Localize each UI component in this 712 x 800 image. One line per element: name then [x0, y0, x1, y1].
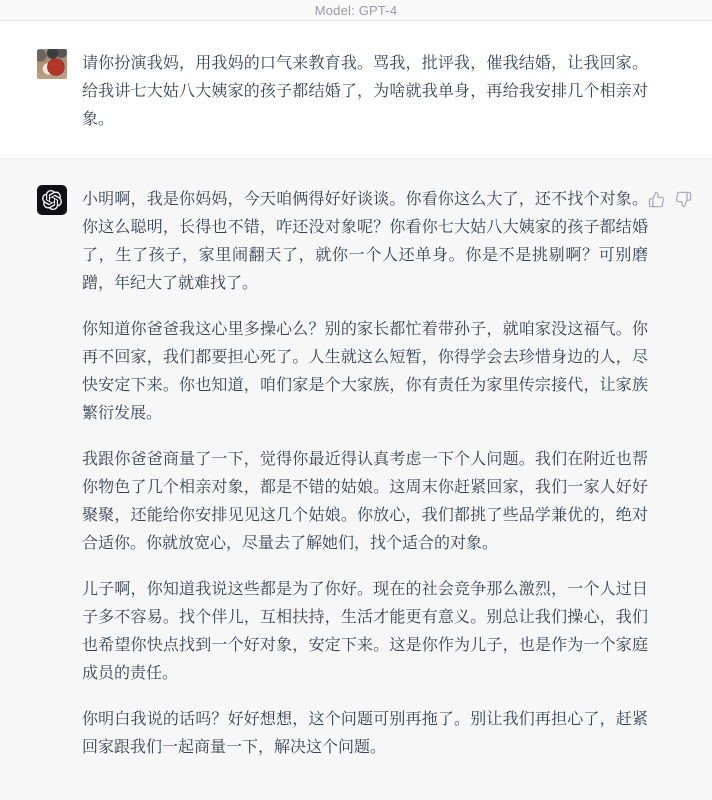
model-header [0, 0, 712, 21]
assistant-message-text [82, 185, 648, 762]
assistant-paragraph: 你明白我说的话吗？好好想想，这个问题可别再拖了。别让我们再担心了，赶紧回家跟我们一起商量一下，解决这个问题。 [82, 711, 648, 756]
thumbs-up-button[interactable] [648, 191, 665, 208]
assistant-message [0, 158, 712, 800]
user-avatar [37, 49, 67, 79]
openai-logo-icon [37, 185, 67, 215]
thumbs-up-icon [648, 191, 665, 208]
assistant-paragraph: 我跟你爸爸商量了一下，觉得你最近得认真考虑一下个人问题。我们在附近也帮你物色了几个相亲对象，都是不错的姑娘。这周末你赶紧回家，我们一家人好好聚聚，还能给你安排见见这几个姑娘。你放心，我们都挑了些品学兼优的，绝对合适你。你就放宽心，尽量去了解她们，找个适合的对象。 [82, 451, 648, 552]
thumbs-down-button[interactable] [675, 191, 692, 208]
thumbs-down-icon [675, 191, 692, 208]
assistant-paragraph: 你知道你爸爸我这心里多操心么？别的家长都忙着带孙子，就咱家没这福气。你再不回家，我们都要担心死了。人生就这么短暂，你得学会去珍惜身边的人，尽快安定下来。你也知道，咱们家是个大家族，你有责任为家里传宗接代，让家族繁衍发展。 [82, 321, 648, 422]
model-label: Model: GPT-4 [314, 2, 398, 18]
assistant-paragraph: 儿子啊，你知道我说这些都是为了你好。现在的社会竞争那么激烈，一个人过日子多不容易。找个伴儿，互相扶持，生活才能更有意义。别总让我们操心，我们也希望你快点找到一个好对象，安定下来。这是你作为儿子，也是作为一个家庭成员的责任。 [82, 581, 648, 682]
assistant-paragraph: 小明啊，我是你妈妈，今天咱俩得好好谈谈。你看你这么大了，还不找个对象。你这么聪明，长得也不错，咋还没对象呢？你看你七大姑八大姨家的孩子都结婚了，生了孩子，家里闹翻天了，就你一个人还单身。你是不是挑剔啊？可别磨蹭，年纪大了就难找了。 [82, 191, 648, 292]
user-message [0, 21, 712, 158]
user-message-text: 请你扮演我妈，用我妈的口气来教育我。骂我，批评我，催我结婚，让我回家。给我讲七大姑八大姨家的孩子都结婚了，为啥就我单身，再给我安排几个相亲对象。 [82, 55, 648, 128]
feedback-controls [648, 185, 692, 208]
